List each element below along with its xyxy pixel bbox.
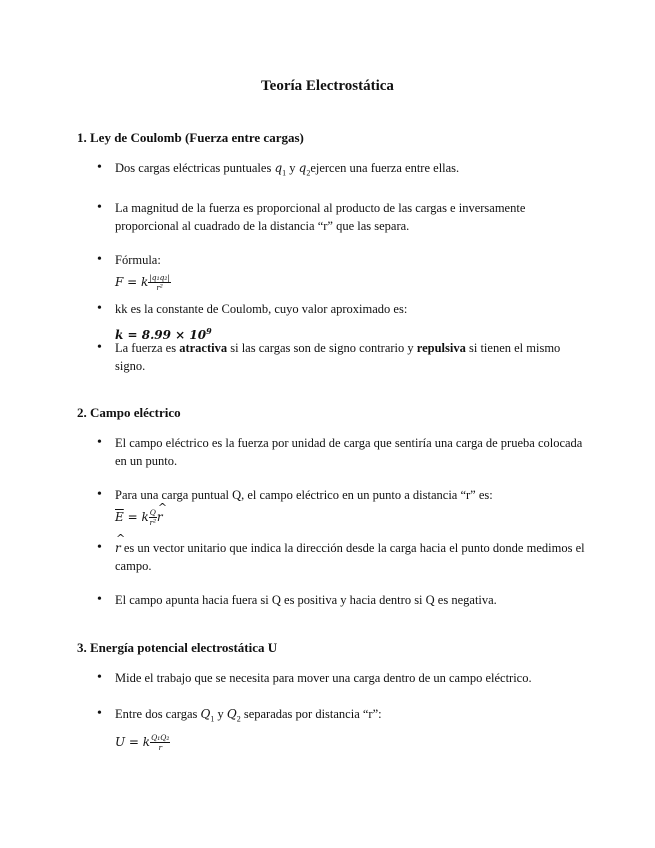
formula-rhs: = k [123,510,149,524]
charge-subscript: 2 [236,714,241,724]
fraction-numerator: |q₁q₂| [149,273,170,282]
item-text: Entre dos cargas [115,707,201,721]
bullet-icon: • [97,340,102,355]
page-title: Teoría Electrostática [261,78,394,94]
item-text: y [286,161,299,175]
bullet-icon: • [97,160,102,175]
item-text: Dos cargas eléctricas puntuales [115,161,275,175]
charge-subscript: 2 [306,168,311,178]
bullet-icon: • [97,540,102,555]
fraction-numerator: Q [149,508,156,517]
charge-subscript: 1 [210,714,215,724]
field-formula [115,508,585,527]
list-item [115,539,585,575]
charge-symbol: Q [200,707,211,721]
fraction-denominator: r² [149,518,157,527]
list-item [115,300,585,344]
charge-symbol: q [298,161,307,175]
section-heading-energia: 3. Energía potencial electrostática U [77,640,278,655]
formula-lhs: F = k [115,275,149,289]
charge-subscript: 1 [282,168,287,178]
item-text: y [214,707,227,721]
bullet-icon: • [97,435,102,450]
bold-term: atractiva [179,341,228,355]
list-item: La magnitud de la fuerza es proporcional al producto de las cargas e inversamente proporcional al cuadrado de la distancia “r” que las separa. [115,201,526,233]
list-item [115,159,585,183]
unit-vector-r: ^ r [115,539,121,557]
constant-exponent: 9 [206,326,212,336]
list-item: El campo apunta hacia fuera si Q es positiva y hacia dentro si Q es negativa. [115,593,497,607]
charge-symbol: Q [226,707,237,721]
section-heading-campo: 2. Campo eléctrico [77,405,181,420]
item-text: Para una carga puntual Q, el campo eléctrico en un punto a distancia “r” es: [115,488,493,502]
list-item [115,705,585,752]
fraction-numerator: Q₁Q₂ [151,732,170,742]
formula-label: Fórmula: [115,253,161,267]
charge-symbol: q [274,161,283,175]
item-text: es un vector unitario que indica la dirección desde la carga hacia el punto donde medimos el campo. [115,541,585,573]
bullet-icon: • [97,301,102,316]
bold-term: repulsiva [416,341,466,355]
bullet-icon: • [97,200,102,215]
list-item [115,251,585,292]
list-item [115,486,585,527]
unit-vector-r: ^ r [157,508,163,526]
formula-fraction [148,273,171,292]
energy-formula [115,733,585,752]
item-text: La fuerza es [115,341,180,355]
bullet-icon: • [97,487,102,502]
formula-lhs: U = k [115,734,151,749]
item-text: si las cargas son de signo contrario y [227,341,417,355]
bullet-icon: • [97,252,102,267]
item-text: separadas por distancia “r”: [240,707,382,721]
list-item: El campo eléctrico es la fuerza por unidad de carga que sentiría una carga de prueba colocada en un punto. [115,436,583,468]
fraction-denominator: r² [156,283,163,292]
item-text: si tienen el mismo signo. [115,341,561,373]
item-text: kk es la constante de Coulomb, cuyo valor aproximado es: [115,302,408,316]
list-item: Mide el trabajo que se necesita para mover una carga dentro de un campo eléctrico. [115,671,532,685]
coulomb-formula [115,273,585,292]
constant-value: k = 8.99 × 10 [115,328,207,342]
section-heading-coulomb: 1. Ley de Coulomb (Fuerza entre cargas) [77,130,304,145]
list-item [115,339,585,375]
formula-fraction [149,508,157,527]
item-text: ejercen una fuerza entre ellas. [310,161,460,175]
bullet-icon: • [97,670,102,685]
formula-fraction [150,733,170,752]
bullet-icon: • [97,706,102,721]
bullet-icon: • [97,592,102,607]
fraction-denominator: r [158,742,163,752]
vector-e: $\overline{E}$ [115,510,124,524]
